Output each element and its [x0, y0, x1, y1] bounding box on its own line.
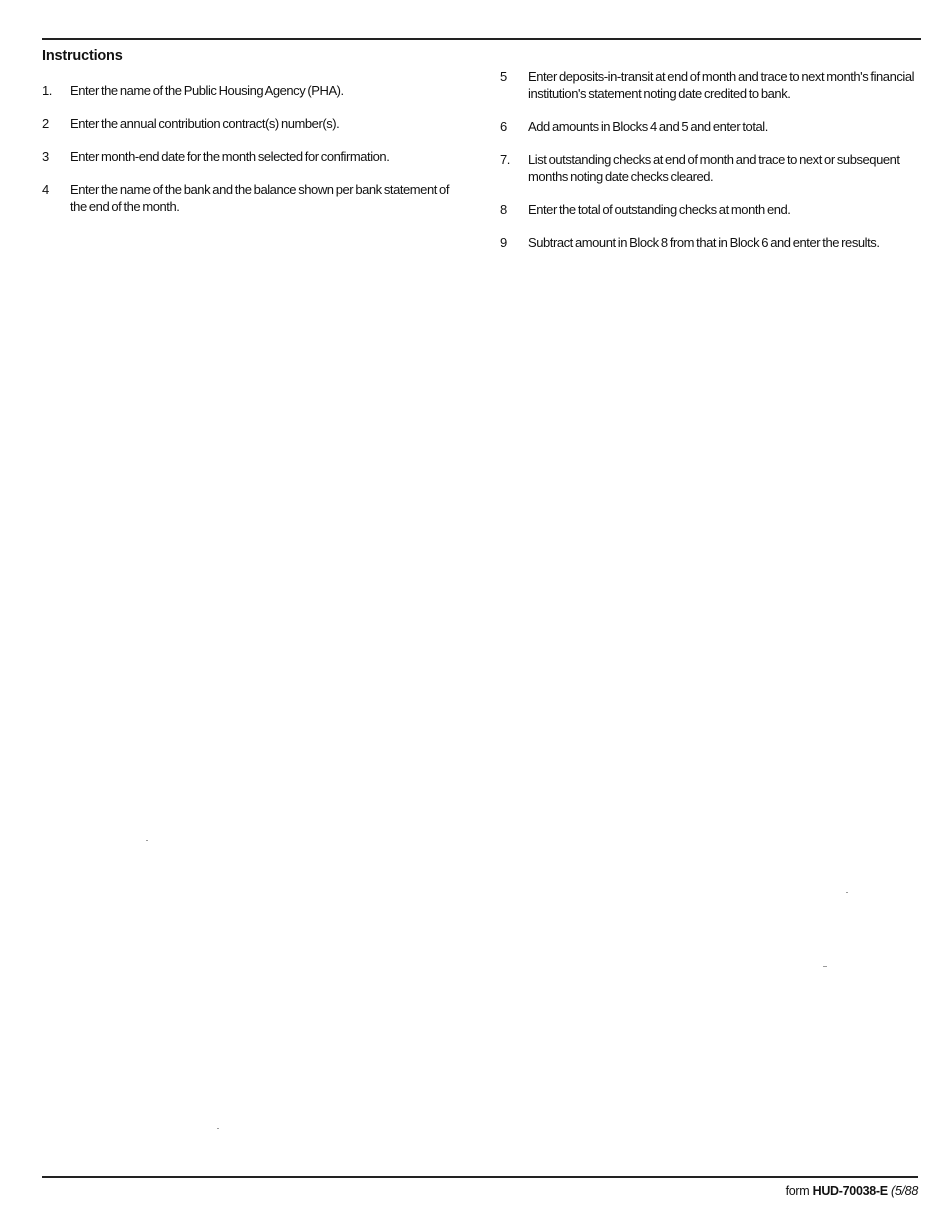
instruction-item	[500, 68, 924, 102]
instruction-item	[500, 118, 924, 135]
instruction-number: 9	[500, 235, 507, 250]
scan-speck	[217, 1128, 219, 1129]
instruction-number: 1.	[42, 83, 52, 98]
instruction-text: Add amounts in Blocks 4 and 5 and enter total.	[528, 119, 768, 134]
bottom-rule	[42, 1176, 918, 1178]
instruction-text: Enter the total of outstanding checks at month end.	[528, 202, 791, 217]
instruction-number: 3	[42, 149, 49, 164]
instruction-text: Subtract amount in Block 8 from that in Block 6 and enter the results.	[528, 235, 880, 250]
instructions-list-left	[42, 82, 467, 231]
instruction-text: Enter the name of the Public Housing Agency (PHA).	[70, 83, 344, 98]
top-rule	[42, 38, 921, 40]
scan-speck	[823, 966, 827, 967]
instruction-text: Enter deposits-in-transit at end of month and trace to next month's financial institution's statement noting date credited to bank.	[528, 69, 915, 101]
scan-speck	[846, 892, 848, 893]
form-revision: (5/88	[891, 1184, 918, 1198]
instruction-item	[42, 115, 467, 132]
scan-speck	[146, 840, 148, 841]
instruction-number: 4	[42, 182, 49, 197]
instruction-item	[42, 181, 467, 215]
instruction-item	[500, 201, 924, 218]
instruction-item	[500, 151, 924, 185]
instruction-number: 2	[42, 116, 49, 131]
form-number: HUD-70038-E	[812, 1184, 888, 1198]
instructions-list-right	[500, 68, 924, 267]
instruction-text: Enter month-end date for the month selected for confirmation.	[70, 149, 390, 164]
instruction-number: 5	[500, 69, 507, 84]
instruction-text: Enter the name of the bank and the balance shown per bank statement of the end of the month.	[70, 182, 450, 214]
footer-prefix: form	[785, 1184, 810, 1198]
instruction-text: List outstanding checks at end of month and trace to next or subsequent months noting date checks cleared.	[528, 152, 900, 184]
instruction-item	[42, 148, 467, 165]
instructions-heading: Instructions	[42, 48, 123, 64]
instruction-item	[42, 82, 467, 99]
form-footer	[786, 1184, 918, 1198]
instruction-item	[500, 234, 924, 251]
instruction-number: 7.	[500, 152, 510, 167]
instruction-number: 6	[500, 119, 507, 134]
instruction-number: 8	[500, 202, 507, 217]
instruction-text: Enter the annual contribution contract(s) number(s).	[70, 116, 340, 131]
